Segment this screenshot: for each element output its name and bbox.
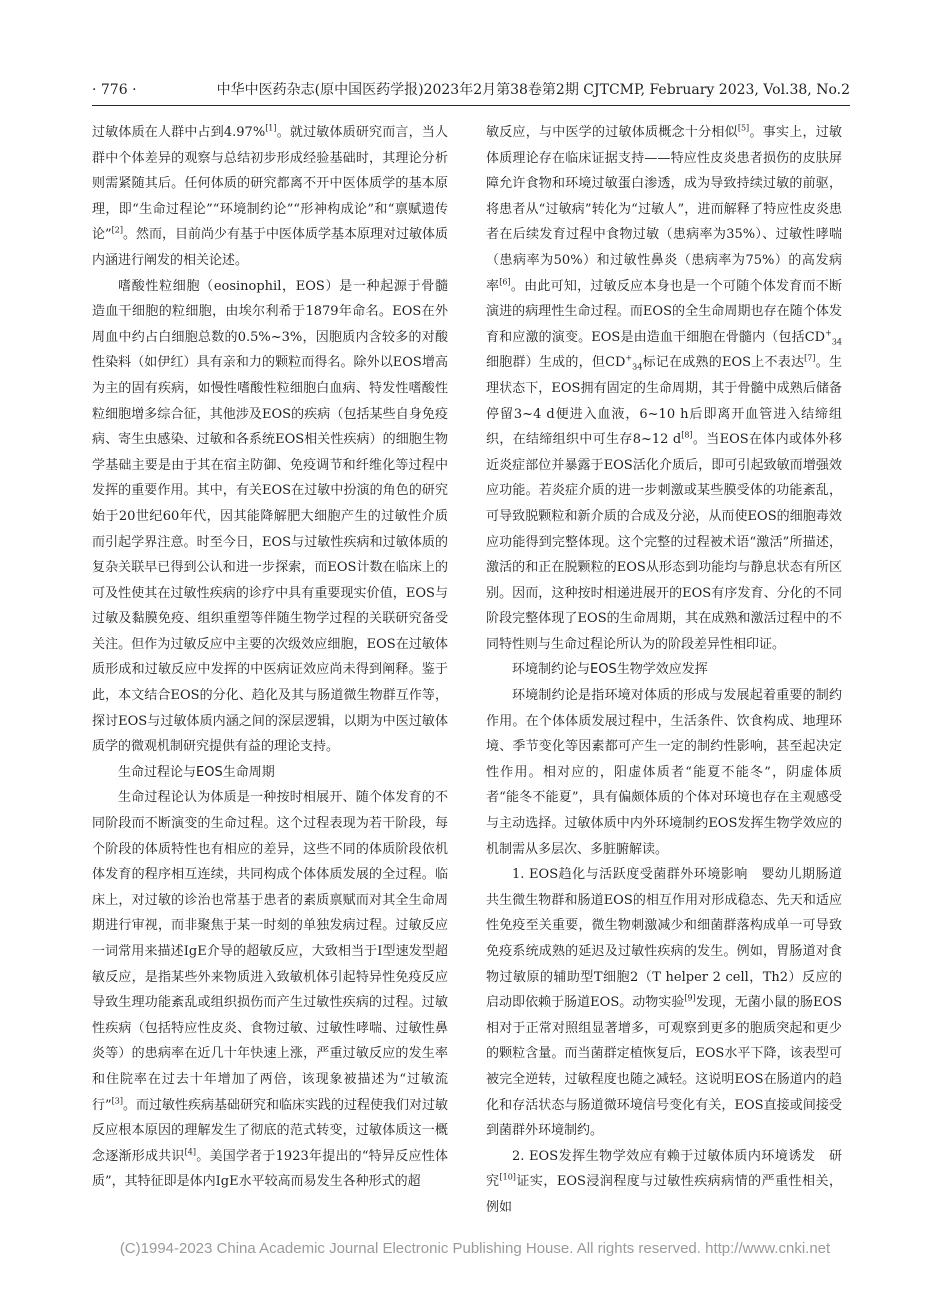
citation[interactable]: [10]: [499, 1173, 516, 1183]
page-number: · 776 ·: [92, 82, 137, 98]
citation[interactable]: [4]: [184, 1147, 196, 1157]
citation[interactable]: [3]: [111, 1096, 123, 1106]
cd-subscript: 34: [632, 362, 643, 372]
header-rule: [92, 105, 850, 106]
paragraph: 1. EOS趋化与活跃度受菌群外环境影响 婴幼儿期肠道共生微生物群和肠道EOS的相互作用对形成稳态、先天和适应性免疫至关重要，微生物刺激减少和细菌群落构成单一可导致免疫系统成熟的延迟及过敏性疾病的发生。例如，胃肠道对食物过敏原的辅助型T细胞2（T helper 2 cell，Th2）反应的启动即依赖于肠道EOS。动物实验[9]发现，无菌小鼠的肠EOS相对于正常对照组显著增多，可观察到更多的胞质突起和更少的颗粒含量。而当菌群定植恢复后，EOS水平下降，该表型可被完全逆转，过敏程度也随之减轻。这说明EOS在肠道内的趋化和存活状态与肠道微环境信号变化有关，EOS直接或间接受到菌群外环境制约。: [486, 867, 842, 1139]
citation[interactable]: [5]: [737, 123, 750, 133]
paragraph: 2. EOS发挥生物学效应有赖于过敏体质内环境诱发 研究[10]证实，EOS浸润程度与过敏性疾病病情的严重性相关，例如: [486, 1148, 842, 1215]
citation[interactable]: [9]: [684, 993, 696, 1003]
copyright-footer: (C)1994-2023 China Academic Journal Electronic Publishing House. All rights reserved. http://www.cnki.net: [119, 1240, 831, 1257]
cd-superscript: +: [625, 354, 633, 364]
left-column: [92, 120, 448, 1195]
cd-subscript: 34: [831, 337, 842, 347]
journal-citation: 中华中医药杂志(原中国医药学报)2023年2月第38卷第2期 CJTCMP, February 2023, Vol.38, No.2: [216, 82, 850, 98]
citation[interactable]: [6]: [499, 277, 511, 287]
right-column: [486, 120, 842, 1221]
paragraph: 环境制约论是指环境对体质的形成与发展起着重要的制约作用。在个体体质发展过程中，生活条件、饮食构成、地理环境、季节变化等因素都可产生一定的制约性影响，甚至起决定性作用。相对应的，阳虚体质者“能夏不能冬”，阴虚体质者“能冬不能夏”，具有偏颇体质的个体对环境也存在主观感受与主动选择。过敏体质中内外环境制约EOS发挥生物学效应的机制需从多层次、多脏腑解读。: [486, 688, 842, 857]
paragraph: 生命过程论认为体质是一种按时相展开、随个体发育的不同阶段而不断演变的生命过程。这个过程表现为若干阶段，每个阶段的体质特性也有相应的差异，这些不同的体质阶段依机体发育的程序相互连续，共同构成个体体质发展的全过程。临床上，对过敏的诊治也常基于患者的素质禀赋而对其全生命周期进行审视，而非聚焦于某一时刻的单独发病过程。过敏反应一词常用来描述IgE介导的超敏反应，大致相当于Ⅰ型速发型超敏反应，是指某些外来物质进入致敏机体引起特异性免疫反应导致生理功能紊乱或组织损伤而产生过敏性疾病的过程。过敏性疾病（包括特应性皮炎、食物过敏、过敏性哮喘、过敏性鼻炎等）的患病率在近几十年快速上涨，严重过敏反应的发生率和住院率在过去十年增加了两倍，该现象被描述为“过敏流行”[3]。而过敏性疾病基础研究和临床实践的过程使我们对过敏反应根本原因的理解发生了彻底的范式转变，过敏体质这一概念逐渐形成共识[4]。美国学者于1923年提出的“特异反应性体质”，其特征即是体内IgE水平较高而易发生各种形式的超: [92, 790, 449, 1190]
paragraph: 敏反应，与中医学的过敏体质概念十分相似[5]。事实上，过敏体质理论存在临床证据支持——特应性皮炎患者损伤的皮肤屏障允许食物和环境过敏蛋白渗透，成为导致持续过敏的前驱，将患者从“过敏病”转化为“过敏人”，进而解释了特应性皮炎患者在后续发育过程中食物过敏（患病率为35%）、过敏性哮喘（患病率为50%）和过敏性鼻炎（患病率为75%）的高发病率[6]。由此可知，过敏反应本身也是一个可随个体发育而不断演进的病理性生命过程。而EOS的全生命周期也存在随个体发育和应激的演变。EOS是由造血干细胞在骨髓内（包括$CD^+_{34}$细胞群）生成的，但$CD^+_{34}$标记在成熟的EOS上不表达[7]。生理状态下，EOS拥有固定的生命周期，其于骨髓中成熟后储备停留3~4 d便进入血液，6~10 h后即离开血管进入结缔组织，在结缔组织中可生存8~12 d[8]。当EOS在体内或体外移近炎症部位并暴露于EOS活化介质后，即可引起致敏而增强效应功能。若炎症介质的进一步刺激或某些膜受体的功能紊乱，可导致脱颗粒和新介质的合成及分泌，从而使EOS的细胞毒效应功能得到完整体现。这个完整的过程被术语“激活”所描述，激活的和正在脱颗粒的EOS从形态到功能均与静息状态有所区别。因而，这种按时相递进展开的EOS有序发育、分化的不同阶段完整体现了EOS的生命周期，其在成熟和激活过程中的不同特性则与生命过程论所认为的阶段差异性相印证。: [486, 123, 842, 652]
citation[interactable]: [1]: [265, 123, 277, 133]
cd-superscript: +: [825, 328, 832, 338]
running-header: [92, 80, 850, 100]
paragraph: 过敏体质在人群中占到4.97%[1]。就过敏体质研究而言，当人群中个体差异的观察与总结初步形成经验基础时，其理论分析则需紧随其后。任何体质的研究都离不开中医体质学的基本原理，即“生命过程论”“环境制约论”“形神构成论”和“禀赋遗传论”[2]。然而，目前尚少有基于中医体质学基本原理对过敏体质内涵进行阐发的相关论述。: [92, 123, 449, 268]
citation[interactable]: [7]: [804, 354, 816, 364]
paragraph: 嗜酸性粒细胞（eosinophil，EOS）是一种起源于骨髓造血干细胞的粒细胞，由埃尔利希于1879年命名。EOS在外周血中约占白细胞总数的0.5%~3%，因胞质内含较多的对酸性染料（如伊红）具有亲和力的颗粒而得名。除外以EOS增高为主的固有疾病，如慢性嗜酸性粒细胞白血病、特发性嗜酸性粒细胞增多综合征，其他涉及EOS的疾病（包括某些自身免疫病、寄生虫感染、过敏和各系统EOS相关性疾病）的细胞生物学基础主要是由于其在宿主防御、免疫调节和纤维化等过程中发挥的重要作用。其中，有关EOS在过敏中扮演的角色的研究始于20世纪60年代，因其能降解肥大细胞产生的过敏性介质而引起学界注意。时至今日，EOS与过敏性疾病和过敏体质的复杂关联早已得到公认和进一步探索，而EOS计数在临床上的可及性使其在过敏性疾病的诊疗中具有重要现实价值，EOS与过敏及黏膜免疫、组织重塑等伴随生物学过程的关联研究备受关注。但作为过敏反应中主要的次级效应细胞，EOS在过敏体质形成和过敏反应中发挥的中医病证效应尚未得到阐释。鉴于此，本文结合EOS的分化、趋化及其与肠道微生物群互作等，探讨EOS与过敏体质内涵之间的深层逻辑，以期为中医过敏体质学的微观机制研究提供有益的理论支持。: [92, 278, 448, 755]
citation[interactable]: [2]: [111, 226, 123, 236]
section-heading: 生命过程论与EOS生命周期: [118, 764, 275, 780]
citation[interactable]: [8]: [681, 430, 693, 440]
section-heading: 环境制约论与EOS生物学效应发挥: [512, 662, 708, 678]
